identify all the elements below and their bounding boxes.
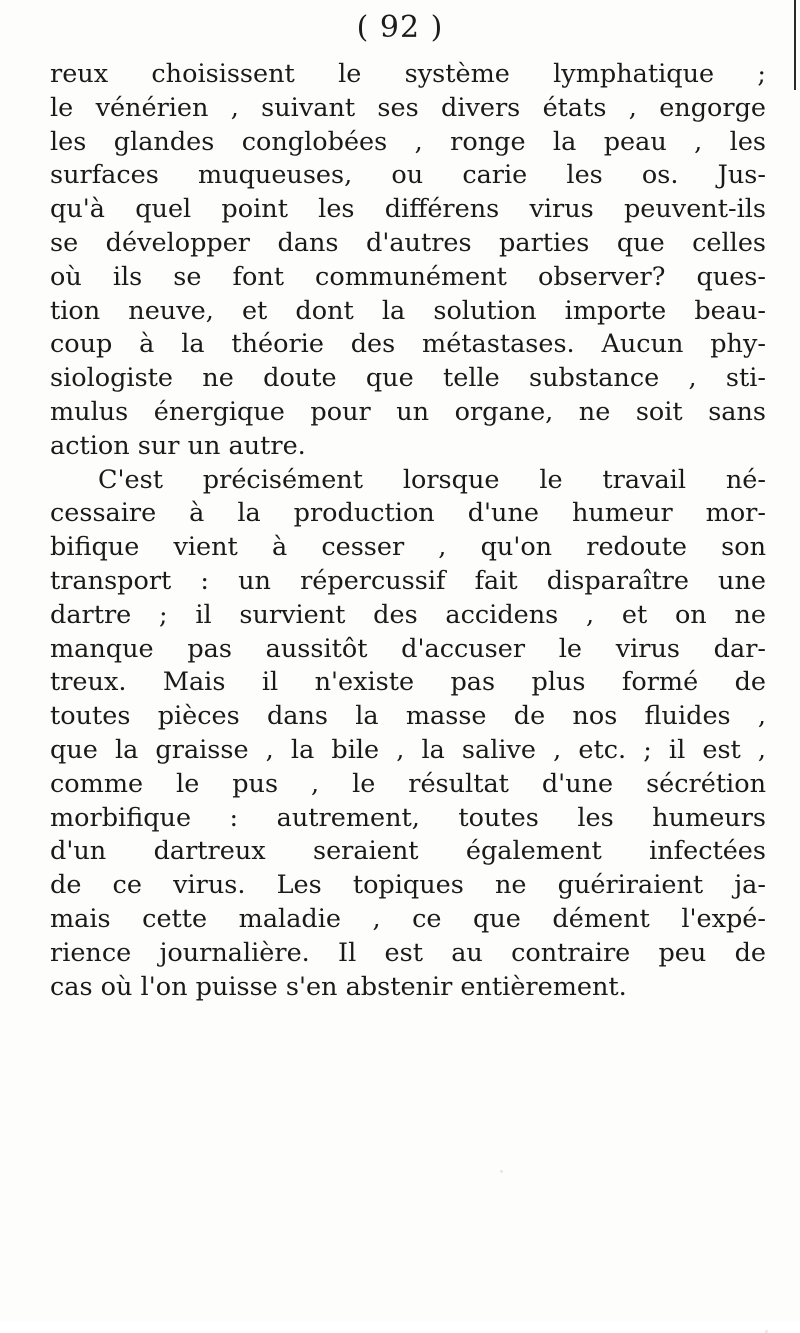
text-line: tion neuve, et dont la solution importe beau- [50,295,766,326]
text-line: manque pas aussitôt d'accuser le virus dar- [50,633,766,664]
text-line: comme le pus , le résultat d'une sécrétion [50,768,766,799]
text-line: rience journalière. Il est au contraire peu de [50,937,766,968]
text-line: que la graisse , la bile , la salive , etc. ; il est , [50,734,766,765]
text-line: cas où l'on puisse s'en abstenir entièrement. [50,971,627,1002]
text-line: les glandes conglobées , ronge la peau , les [50,126,766,157]
text-line: bifique vient à cesser , qu'on redoute son [50,532,766,563]
text-line: cessaire à la production d'une humeur mor- [50,498,766,529]
text-line: mais cette maladie , ce que dément l'expé- [50,903,766,934]
page-number: ( 92 ) [356,10,444,45]
text-line: se développer dans d'autres parties que celles [50,227,766,258]
text-line: treux. Mais il n'existe pas plus formé de [50,667,766,698]
text-line: dartre ; il survient des accidens , et on ne [50,599,766,630]
paper-speck [500,1170,503,1173]
text-line: coup à la théorie des métastases. Aucun phy- [50,329,766,360]
text-line: surfaces muqueuses, ou carie les os. Jus- [50,160,766,191]
text-line: action sur un autre. [50,430,306,461]
text-line: toutes pièces dans la masse de nos fluides , [50,701,766,732]
text-line: siologiste ne doute que telle substance , sti- [50,363,766,394]
text-line: où ils se font communément observer? ques- [50,261,766,292]
text-line: de ce virus. Les topiques ne guériraient ja- [50,870,766,901]
paragraph-start-line: C'est précisément lorsque le travail né- [98,464,766,495]
text-line: transport : un répercussif fait disparaître une [50,565,766,596]
text-line: mulus énergique pour un organe, ne soit sans [50,396,766,427]
text-line: le vénérien , suivant ses divers états , engorge [50,92,766,123]
text-line: d'un dartreux seraient également infectées [50,836,766,867]
text-line: reux choisissent le système lymphatique ; [50,59,766,89]
body-text [50,58,766,1004]
text-line: qu'à quel point les différens virus peuvent-ils [50,194,766,225]
text-line: morbifique : autrement, toutes les humeurs [50,802,766,833]
